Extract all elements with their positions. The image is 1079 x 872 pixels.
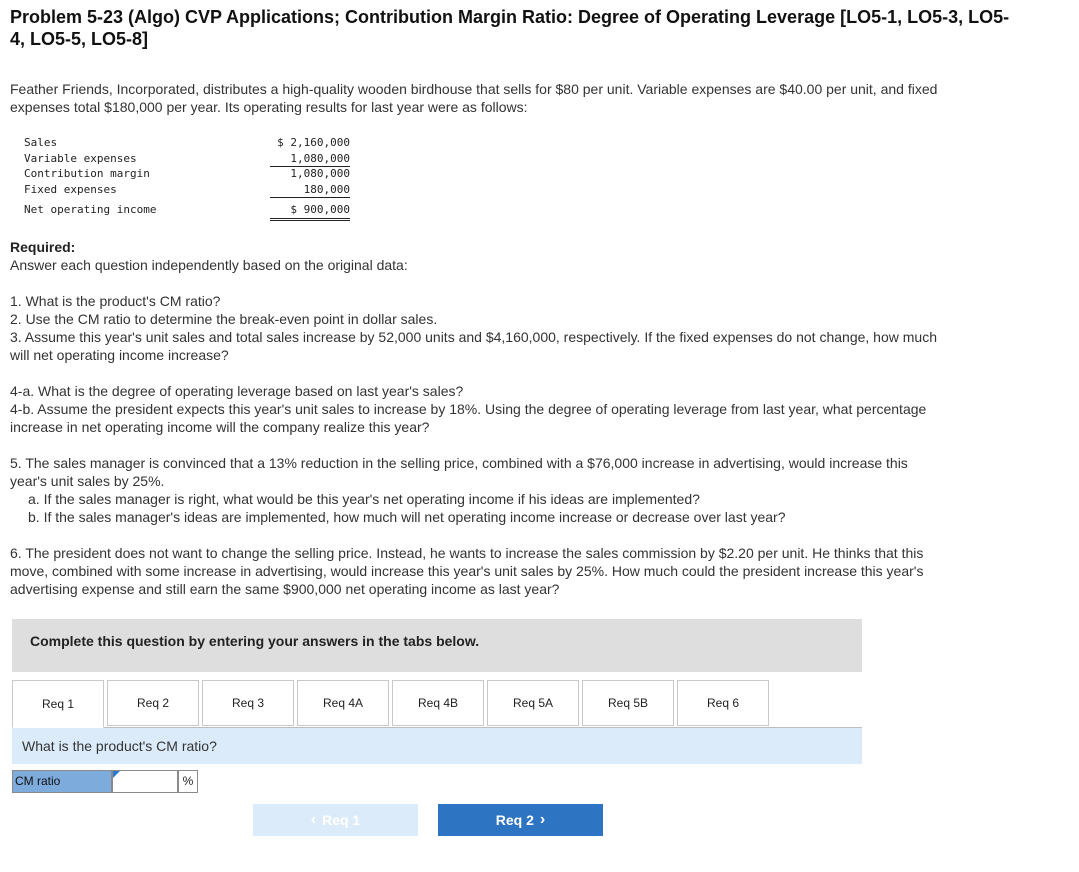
question-4a: 4-a. What is the degree of operating leverage based on last year's sales? [10,383,464,399]
income-label: Contribution margin [24,167,150,180]
income-value: 1,080,000 [290,167,350,180]
banner-text: Complete this question by entering your answers in the tabs below. [30,633,480,649]
income-row-sales [24,135,360,151]
chevron-left-icon: ‹ [310,811,317,828]
income-row-net-operating-income [24,202,360,218]
next-button-label: Req 2 [495,812,534,828]
income-statement [24,135,360,218]
question-5a: a. If the sales manager is right, what would be this year's net operating income if his ideas are implemented? [28,491,700,507]
instruction-banner [12,619,862,672]
income-value: 180,000 [270,182,350,199]
question-1: 1. What is the product's CM ratio? [10,293,221,309]
required-subtext: Answer each question independently based on the original data: [10,257,408,273]
tab-question-text: What is the product's CM ratio? [22,738,217,754]
problem-title: Problem 5-23 (Algo) CVP Applications; Contribution Margin Ratio: Degree of Operating Leverage [LO5-1, LO5-3, LO5-4, LO5-5, LO5-8] [10,7,1010,49]
tab-req-4b[interactable]: Req 4B [392,680,484,726]
income-label: Fixed expenses [24,182,117,196]
cm-ratio-label: CM ratio [12,770,112,793]
question-5b: b. If the sales manager's ideas are implemented, how much will net operating income increase or decrease over last year? [28,509,786,525]
income-label: Variable expenses [24,151,137,165]
prev-button-label: Req 1 [322,812,361,828]
income-row-fixed-expenses [24,182,360,198]
prev-button[interactable] [253,804,418,836]
chevron-right-icon: › [539,811,546,828]
tab-req-2[interactable]: Req 2 [107,680,199,726]
tab-req-5a[interactable]: Req 5A [487,680,579,726]
tab-req-5b[interactable]: Req 5B [582,680,674,726]
question-3: 3. Assume this year's unit sales and total sales increase by 52,000 units and $4,160,000, respectively. If the fixed expenses do not change, how much will net operating income increase? [10,329,937,363]
tab-req-4a[interactable]: Req 4A [297,680,389,726]
income-label: Net operating income [24,203,157,216]
cm-ratio-input[interactable] [112,770,178,793]
income-value: $ 900,000 [270,202,350,221]
question-5: 5. The sales manager is convinced that a 13% reduction in the selling price, combined with a $76,000 increase in advertising, would increase this year's unit sales by 25%. [10,455,908,489]
income-row-variable-expenses [24,151,360,167]
income-value: $ 2,160,000 [277,136,350,149]
tab-req-3[interactable]: Req 3 [202,680,294,726]
tab-question-bar [12,728,862,764]
next-button[interactable] [438,804,603,836]
intro-text: Feather Friends, Incorporated, distributes a high-quality wooden birdhouse that sells for $80 per unit. Variable expenses are $40.00 per unit, and fixed expenses total $180,000 per year. Its operating results for last year were as follows: [10,81,938,115]
tab-req-6[interactable]: Req 6 [677,680,769,726]
question-4b: 4-b. Assume the president expects this year's unit sales to increase by 18%. Using the degree of operating leverage from last year, what percentage increase in net operating income will the company realize this year? [10,401,927,435]
question-2: 2. Use the CM ratio to determine the break-even point in dollar sales. [10,311,438,327]
question-6: 6. The president does not want to change the selling price. Instead, he wants to increase the sales commission by $2.20 per unit. He thinks that this move, combined with some increase in advertising, would increase this year's unit sales by 25%. How much could the president increase this year's advertising expense and still earn the same $900,000 net operating income as last year? [10,545,924,597]
income-label: Sales [24,136,58,149]
income-value: 1,080,000 [270,151,350,168]
requirement-tabs [12,680,862,728]
percent-unit: % [178,770,198,793]
required-heading: Required: [10,239,76,255]
tab-req-1[interactable]: Req 1 [12,680,104,728]
income-row-contribution-margin [24,166,360,182]
